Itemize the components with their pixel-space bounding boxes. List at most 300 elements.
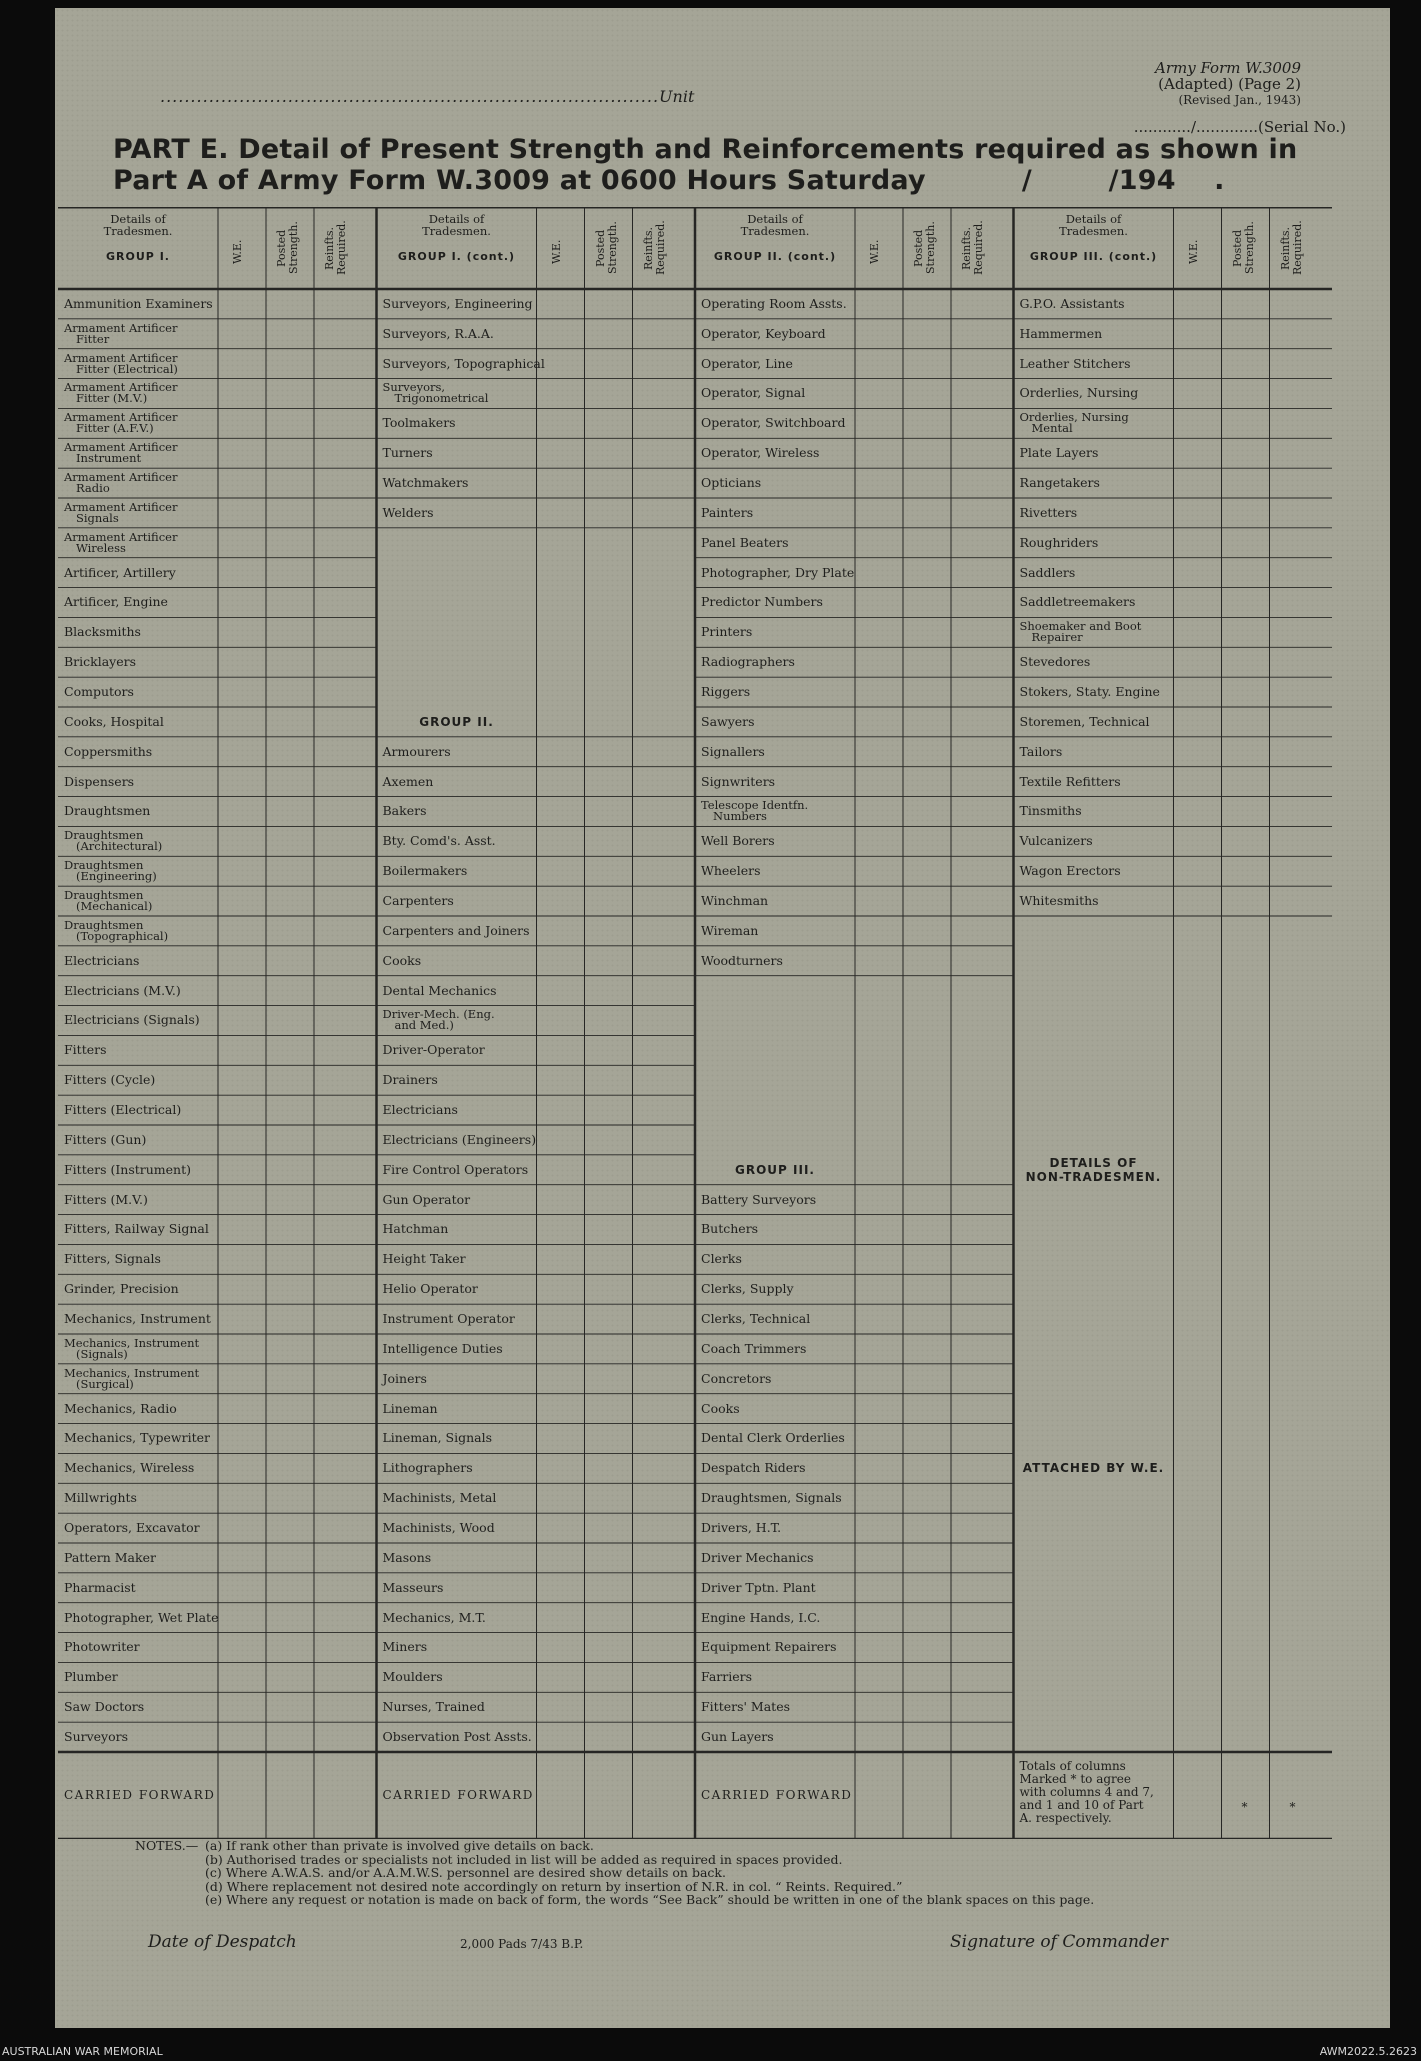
trade-name-line: Boilermakers [382, 863, 468, 879]
trade-name-line: Lithographers [382, 1460, 473, 1476]
trade-name-line: Wireman [701, 922, 759, 938]
trade-name [383, 1701, 485, 1713]
trade-name-line: Operator, Wireless [701, 445, 820, 461]
trade-label [64, 1035, 216, 1065]
trade-name-line: Textile Refitters [1019, 773, 1121, 789]
trade-name-line: Gun Layers [701, 1729, 774, 1745]
trade-name [64, 1462, 194, 1474]
trade-name [1020, 621, 1142, 643]
trade-name [382, 1579, 444, 1595]
trade-label [701, 1483, 853, 1513]
trade-name [701, 743, 765, 759]
column-header-details [1016, 213, 1172, 263]
trade-label [701, 1215, 853, 1245]
trade-name-line: Mechanics, Typewriter [64, 1430, 210, 1446]
trade-label [701, 498, 853, 528]
trade-name [64, 1131, 147, 1147]
trade-label [383, 468, 535, 498]
trade-name-line: Bricklayers [64, 654, 137, 670]
trade-name-line: Machinists, Metal [382, 1490, 497, 1506]
trade-label [64, 1334, 216, 1364]
totals-star-posted: * [1241, 1800, 1248, 1814]
trade-name [383, 447, 433, 459]
trade-label [64, 379, 216, 409]
carried-forward-label: CARRIED FORWARD [382, 1788, 534, 1802]
trade-name-line: Saddlers [1019, 564, 1076, 580]
print-info: 2,000 Pads 7/43 B.P. [460, 1937, 584, 1951]
trade-name-line: Electricians (M.V.) [64, 982, 181, 998]
trade-name [64, 1492, 137, 1504]
trade-name [64, 564, 176, 580]
trade-label [383, 1095, 535, 1125]
trade-label [1020, 797, 1172, 827]
trade-label [383, 1155, 535, 1185]
trade-label [64, 1155, 216, 1185]
trade-name-line: Armament Artificer [64, 440, 178, 455]
trade-label [701, 677, 853, 707]
trade-name-line: Predictor Numbers [701, 594, 823, 610]
trade-name [1019, 355, 1131, 371]
trade-name [64, 656, 136, 668]
trade-name-line: Joiners [382, 1370, 427, 1386]
trade-name [701, 922, 759, 938]
trade-name-line: Millwrights [64, 1490, 137, 1506]
trade-label [383, 1543, 535, 1573]
trade-name [701, 656, 795, 668]
trade-name-line: Plate Layers [1019, 445, 1099, 461]
trade-name [64, 890, 152, 912]
trade-label [383, 1065, 535, 1095]
column-header-details [697, 213, 853, 263]
trade-label [64, 438, 216, 468]
trade-label [701, 647, 853, 677]
trade-name-line: Fitters [64, 1042, 107, 1058]
trade-name [701, 773, 776, 789]
trade-name [701, 504, 754, 520]
trade-label [701, 797, 853, 827]
trade-name-line: Drivers, H.T. [701, 1520, 782, 1536]
trade-label [701, 528, 853, 558]
trade-label [64, 1483, 216, 1513]
trade-label [64, 1633, 216, 1663]
trade-name [701, 1701, 790, 1713]
column-header-details [379, 213, 535, 263]
trade-name-line: Shoemaker and Boot [1019, 619, 1142, 634]
trade-label [701, 1394, 853, 1424]
trade-label [64, 349, 216, 379]
trade-label [701, 856, 853, 886]
trade-name [382, 922, 530, 938]
trade-label [64, 617, 216, 647]
trade-label [64, 946, 216, 976]
trade-name-line: Wheelers [701, 863, 761, 879]
trade-label [1020, 408, 1172, 438]
trade-name-line: Masseurs [382, 1579, 444, 1595]
trade-name-line: Fitters, Railway Signal [64, 1221, 209, 1237]
group-label: GROUP I. [106, 250, 170, 263]
trade-label [1020, 558, 1172, 588]
trade-name-line: Orderlies, Nursing [1019, 410, 1129, 425]
trade-name [701, 1283, 794, 1295]
section-heading-line: ATTACHED BY W.E. [1022, 1461, 1165, 1476]
trade-name-line: Fitter (Electrical) [76, 361, 178, 376]
trade-name [701, 447, 819, 459]
trade-name-line: Moulders [382, 1669, 443, 1685]
trade-name-line: Mechanics, Wireless [64, 1460, 195, 1476]
trade-label [701, 379, 853, 409]
trade-name-line: Operator, Signal [701, 385, 806, 401]
trade-label [64, 1006, 216, 1036]
page-title [113, 134, 1313, 196]
trade-name-line: and Med.) [394, 1018, 454, 1033]
trade-name [383, 895, 454, 907]
totals-star-reinfts: * [1289, 1800, 1296, 1814]
note-item: (e) Where any request or notation is made on back of form, the words “See Back” should be written in one of the blank spaces on this page. [205, 1892, 1095, 1907]
trade-name-line: Mechanics, Instrument [64, 1311, 211, 1327]
trade-name [383, 1671, 443, 1683]
trade-name-line: Wireless [76, 540, 126, 555]
trade-name-line: Cooks [701, 1400, 740, 1416]
trade-label [1020, 319, 1172, 349]
trade-name [701, 325, 826, 341]
trade-name [64, 860, 157, 882]
trade-name-line: Repairer [1031, 630, 1083, 645]
trade-name-line: Welders [382, 504, 434, 520]
trade-name-line: Clerks [701, 1251, 742, 1267]
totals-note-line: A. respectively. [1019, 1811, 1112, 1825]
trade-name-line: Fitter [76, 331, 110, 346]
trade-label [701, 1603, 853, 1633]
column-header-posted: Posted Strength. [593, 221, 619, 275]
trade-label [701, 1573, 853, 1603]
details-label: Details of Tradesmen. [1059, 212, 1128, 238]
trade-label [1020, 528, 1172, 558]
trade-label [383, 1483, 535, 1513]
trade-label [1020, 677, 1172, 707]
section-heading-line: NON-TRADESMEN. [1025, 1169, 1162, 1184]
trade-name [64, 952, 140, 968]
trade-label [701, 1304, 853, 1334]
trade-name-line: Fitters' Mates [701, 1699, 791, 1715]
trade-name [382, 743, 451, 759]
trade-label [383, 1364, 535, 1394]
trade-name [701, 1313, 810, 1325]
trade-label [64, 707, 216, 737]
note-item: (c) Where A.W.A.S. and/or A.A.M.W.S. personnel are desired show details on back. [205, 1865, 726, 1880]
trade-name-line: Draughtsmen [64, 888, 144, 903]
trade-label [64, 797, 216, 827]
trade-name-line: Fitter (A.F.V.) [76, 421, 154, 436]
trade-name-line: Instrument [76, 451, 142, 466]
trade-name-line: Operator, Keyboard [701, 325, 826, 341]
trade-label [701, 289, 853, 319]
group-label: GROUP III. (cont.) [1029, 250, 1158, 263]
trade-name-line: Pharmacist [64, 1579, 136, 1595]
trade-name-line: Fitters (Electrical) [64, 1102, 182, 1118]
trade-label [64, 1215, 216, 1245]
trade-name [383, 1492, 497, 1504]
trade-name [1020, 805, 1082, 817]
trade-label [64, 1603, 219, 1633]
trade-label [383, 1394, 535, 1424]
trade-label [701, 1185, 853, 1215]
totals-note-line: and 1 and 10 of Part [1019, 1798, 1144, 1812]
trade-name [701, 1579, 816, 1595]
trade-label [383, 438, 535, 468]
trade-label [64, 767, 216, 797]
column-header-reinfts: Reinfts. Required. [323, 220, 348, 276]
trade-name-line: Mental [1031, 421, 1073, 436]
details-label: Details of Tradesmen. [422, 212, 491, 238]
trade-name [383, 1522, 495, 1534]
trade-name-line: Equipment Repairers [701, 1639, 837, 1655]
totals-note [1020, 1760, 1172, 1825]
carried-forward-label: CARRIED FORWARD [64, 1788, 216, 1802]
form-revised: (Revised Jan., 1943) [1178, 93, 1301, 107]
trade-name-line: Opticians [701, 475, 762, 491]
trade-label [64, 498, 216, 528]
trade-name [1019, 325, 1103, 341]
trade-label [701, 1633, 853, 1663]
column-header-reinfts: Reinfts. Required. [960, 220, 985, 276]
unit-field [160, 87, 694, 106]
trade-name-line: Fire Control Operators [382, 1161, 529, 1177]
trade-name-line: Photographer, Dry Plate [701, 564, 855, 580]
trade-name [701, 952, 783, 968]
trade-name-line: Computors [64, 684, 134, 700]
trade-label [383, 1633, 535, 1663]
trade-name [64, 1104, 181, 1116]
note-item: (a) If rank other than private is involved give details on back. [205, 1838, 594, 1853]
trade-label [701, 408, 853, 438]
trade-label [64, 1573, 216, 1603]
trade-label [383, 1215, 535, 1245]
column-header-we: W.E. [549, 239, 563, 265]
trade-name-line: Photowriter [64, 1639, 140, 1655]
trade-label [383, 826, 535, 856]
unit-label: Unit [659, 87, 695, 106]
trade-name-line: Observation Post Assts. [382, 1729, 532, 1745]
form-reference [1155, 60, 1301, 108]
trade-name-line: Gun Operator [382, 1191, 471, 1207]
group-label: GROUP II. (cont.) [713, 250, 837, 263]
trade-name [64, 1161, 192, 1177]
trade-name-line: Armament Artificer [64, 529, 178, 544]
trade-name [701, 1492, 842, 1504]
trade-name-line: Operating Room Assts. [701, 295, 847, 311]
trade-name-line: Armament Artificer [64, 350, 178, 365]
trade-label [383, 1692, 535, 1722]
trade-label [383, 289, 535, 319]
title-line-2: Part A of Army Form W.3009 at 0600 Hours Saturday / /194 . [113, 165, 1225, 196]
trade-name [64, 1671, 118, 1683]
trade-name-line: Pattern Maker [64, 1549, 156, 1565]
unit-dots: .................................................................................. [160, 87, 660, 106]
details-label: Details of Tradesmen. [103, 212, 173, 238]
trade-label [383, 916, 535, 946]
trade-name-line: Artificer, Engine [64, 594, 168, 610]
trade-label [64, 1274, 216, 1304]
trade-name-line: Concretors [701, 1370, 772, 1386]
trade-name [701, 1223, 758, 1235]
trade-name [701, 1609, 821, 1625]
trade-label [701, 558, 853, 588]
trade-name-line: Riggers [701, 684, 751, 700]
trade-label [383, 1244, 535, 1274]
trade-label [1020, 349, 1172, 379]
trade-name-line: Farriers [701, 1669, 753, 1685]
trade-label [64, 1125, 216, 1155]
trade-name [701, 1462, 806, 1474]
trade-name-line: Mechanics, M.T. [382, 1609, 486, 1625]
trade-name-line: Armourers [382, 743, 451, 759]
watermark-right: AWM2022.5.2623 [1319, 2045, 1417, 2058]
trade-label [1020, 886, 1172, 916]
trade-name-line: Driver-Mech. (Eng. [382, 1007, 495, 1022]
trade-label [64, 1304, 216, 1334]
trade-name [382, 1191, 471, 1207]
column-header-posted: Posted Strength. [1230, 221, 1256, 275]
trade-name [382, 1370, 427, 1386]
trade-name [701, 1400, 740, 1416]
trade-name [1020, 387, 1139, 399]
trade-name [382, 982, 497, 998]
trade-name [1019, 713, 1150, 729]
trade-name [382, 773, 434, 789]
trade-label [64, 289, 216, 319]
trade-label [64, 737, 216, 767]
trade-name-line: Painters [701, 504, 754, 520]
trade-name [64, 686, 134, 698]
trade-name [1020, 865, 1121, 877]
trade-name [1020, 895, 1099, 907]
trade-name [64, 382, 177, 404]
trade-name-line: Surveyors [64, 1729, 129, 1745]
form-adapted: (Adapted) (Page 2) [1158, 75, 1301, 93]
trade-name [1020, 447, 1099, 459]
trade-label [64, 528, 216, 558]
trade-label [701, 946, 853, 976]
trade-name [64, 472, 177, 494]
trade-label [383, 408, 535, 438]
trade-label [1020, 647, 1172, 677]
trade-name-line: Rivetters [1019, 504, 1078, 520]
trade-label [701, 1453, 853, 1483]
trade-name [382, 295, 533, 311]
trade-name [64, 1432, 210, 1444]
trade-name [383, 1009, 495, 1031]
trade-label [383, 856, 535, 886]
trade-name-line: Draughtsmen [64, 917, 144, 932]
trade-name [701, 596, 823, 608]
section-heading-line: GROUP III. [735, 1162, 815, 1177]
trade-label [701, 1692, 853, 1722]
trade-name-line: Lineman, Signals [382, 1430, 493, 1446]
trade-name [64, 1044, 107, 1056]
trade-label [701, 438, 853, 468]
trade-name-line: (Engineering) [76, 869, 157, 884]
trade-label [701, 349, 853, 379]
trade-label [701, 468, 853, 498]
trade-name-line: Radio [76, 481, 110, 496]
trade-label [383, 767, 535, 797]
trade-name [1019, 564, 1076, 580]
trade-name [64, 529, 178, 555]
trade-name-line: Wagon Erectors [1019, 863, 1121, 879]
trade-label [64, 1185, 216, 1215]
group-label: GROUP I. (cont.) [397, 250, 516, 263]
trade-label [383, 379, 535, 409]
trade-name-line: Helio Operator [382, 1281, 478, 1297]
trade-label [1020, 826, 1172, 856]
trade-name [1020, 412, 1129, 434]
trade-label [383, 1035, 535, 1065]
trade-name-line: Armament Artificer [64, 470, 178, 485]
trade-name-line: G.P.O. Assistants [1019, 295, 1125, 311]
trade-label [383, 319, 535, 349]
trade-label [701, 886, 853, 916]
trade-name-line: Mechanics, Instrument [64, 1365, 200, 1380]
trade-name-line: Machinists, Wood [382, 1520, 495, 1536]
trade-label [64, 408, 216, 438]
trade-name-line: Butchers [701, 1221, 759, 1237]
trade-name-line: Armament Artificer [64, 499, 178, 514]
trade-name [701, 417, 845, 429]
trade-label [383, 1006, 535, 1036]
trade-label [1020, 289, 1172, 319]
trade-name [701, 1432, 845, 1444]
trade-name [64, 320, 178, 346]
trade-name-line: Storemen, Technical [1019, 713, 1150, 729]
trade-name [64, 412, 177, 434]
trade-name [64, 626, 141, 638]
trade-label [382, 349, 545, 379]
trade-name [1020, 656, 1091, 668]
trade-name-line: Surveyors, [382, 380, 446, 395]
trade-label [701, 1364, 853, 1394]
trade-name [701, 895, 768, 907]
trade-label [701, 767, 853, 797]
trade-name-line: Coppersmiths [64, 743, 153, 759]
trade-name [383, 1283, 478, 1295]
trade-label [701, 1543, 853, 1573]
trade-label [64, 826, 216, 856]
trade-name-line: Printers [701, 624, 753, 640]
trade-name [64, 1191, 148, 1207]
trade-name-line: Fitters (Gun) [64, 1131, 147, 1147]
carried-forward-label: CARRIED FORWARD [701, 1788, 853, 1802]
trade-label [383, 976, 535, 1006]
trade-name-line: Dental Clerk Orderlies [701, 1430, 845, 1446]
trade-name [382, 1131, 537, 1147]
trade-label [383, 1453, 535, 1483]
trade-name [1019, 534, 1099, 550]
trade-name [383, 382, 489, 404]
trade-name-line: (Surgical) [76, 1376, 134, 1391]
trade-name [64, 830, 162, 852]
trade-name-line: Orderlies, Nursing [1019, 385, 1139, 401]
trade-name [64, 805, 150, 817]
trade-name-line: Panel Beaters [701, 534, 789, 550]
serial-dots: ............/............. [1133, 118, 1258, 136]
trade-name-line: Engine Hands, I.C. [701, 1609, 821, 1625]
trade-name-line: Armament Artificer [64, 410, 178, 425]
trade-name-line: Draughtsmen [64, 803, 151, 819]
trade-label [64, 886, 216, 916]
section-heading [699, 1163, 851, 1177]
trade-name [1020, 835, 1093, 847]
trade-label [64, 856, 216, 886]
